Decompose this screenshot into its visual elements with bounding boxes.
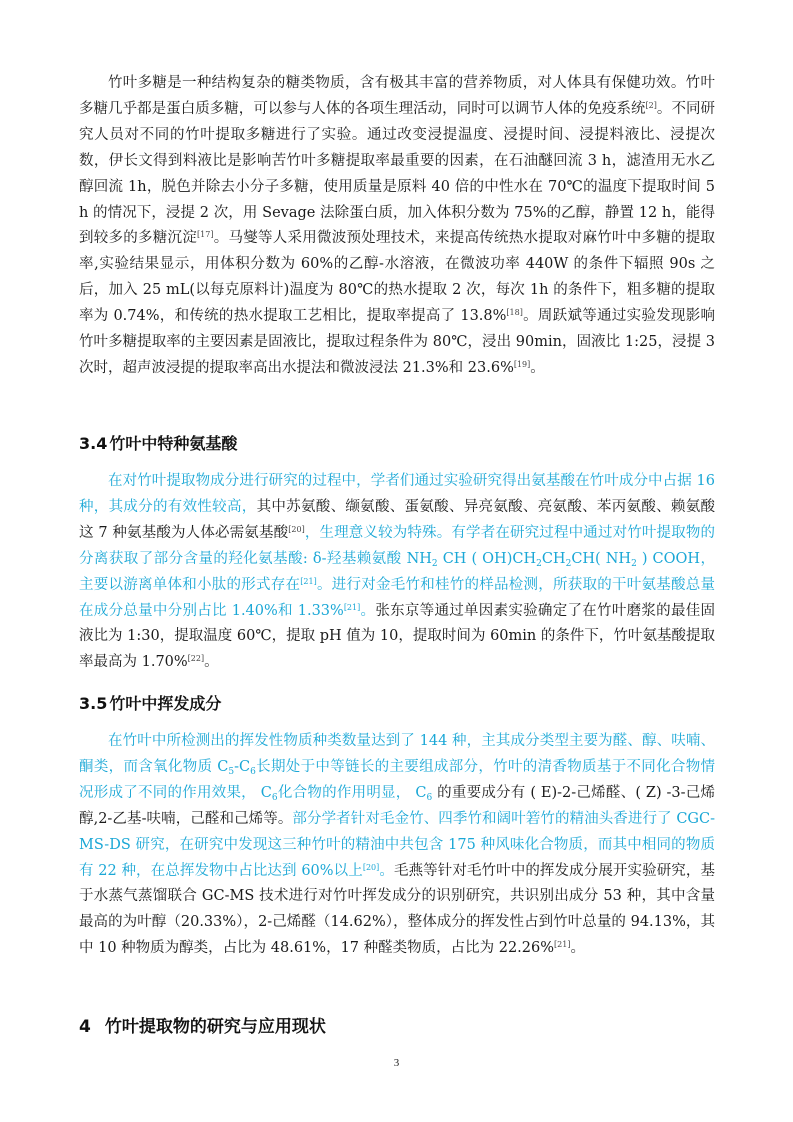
text-span: 。 (204, 654, 219, 671)
subscript: 6 (250, 766, 256, 777)
citation: [21] (343, 602, 361, 612)
text-span: ，生理意义较为特殊。有学者在研究过程中通过对竹叶提取物的分离获取了部分含量的羟化氨基酸: δ-羟基赖氨酸 NH (79, 524, 715, 567)
text-span: -C (234, 758, 251, 775)
citation: [19] (513, 359, 531, 369)
text-span: CH ( OH)CH (437, 550, 537, 567)
citation: [22] (187, 654, 205, 664)
text-span: 毛燕等针对毛竹叶中的挥发成分展开实验研究，基于水蒸气蒸馏联合 GC-MS 技术进行对竹叶挥发成分的识别研究，共识别出成分 53 种，其中含量最高的为叶醇（20.33%），2-己烯醛（14.62%），整体成分的挥发性占到竹叶总量的 94.13%，其中 10 种物质为醇类，占比为 48.61%，17 种醛类物质，占比为 22.26% (79, 862, 715, 957)
subscript: 2 (631, 558, 637, 569)
text-span: CH (541, 550, 566, 567)
paragraph-amino-acids (79, 469, 715, 676)
text-span: 。 (530, 359, 545, 376)
text-span: 竹叶多糖是一种结构复杂的糖类物质，含有极其丰富的营养物质，对人体具有保健功效。竹叶多糖几乎都是蛋白质多糖，可以参与人体的各项生理活动，同时可以调节人体的免疫系统 (79, 75, 715, 117)
text-span: 。 (360, 602, 376, 619)
subscript: 6 (271, 792, 278, 803)
citation: [17] (197, 230, 214, 240)
subscript: 6 (426, 792, 433, 803)
subscript: 2 (565, 558, 572, 569)
text-span: 其中苏氨酸、缬氨酸、蛋氨酸、异亮氨酸、亮氨酸、苯丙氨酸、赖氨酸这 7 种氨基酸为人体必需氨基酸 (79, 498, 716, 541)
text-span: 化合物的作用明显， C (277, 784, 427, 801)
section-number: 4 (79, 1017, 91, 1037)
text-span: 。周跃斌等通过实验发现影响竹叶多糖提取率的主要因素是固液比，提取过程条件为 80℃，浸出 90min，固液比 1:25，浸提 3 次时，超声波浸提的提取率高出水提法和微波浸法 21.3%和 23.6% (79, 308, 715, 376)
citation: [18] (506, 308, 523, 318)
section-title: 竹叶提取物的研究与应用现状 (104, 1017, 326, 1037)
highlighted-text: 在对竹叶提取物成分进行研究的过程中，学者们通过实验研究得出氨基酸在竹叶成分中占据 16 种，其成分的有效性较高， (79, 473, 715, 515)
section-title: 竹叶中特种氨基酸 (109, 434, 238, 453)
section-number: 3.5 (79, 694, 108, 713)
text-span: 。进行对金毛竹和桂竹的样品检测，所获取的干叶氨基酸总量在成分总量中分别占比 1.40%和 1.33% (79, 576, 716, 619)
text-span: 张东京等通过单因素实验确定了在竹叶磨浆的最佳固液比为 1:30，提取温度 60℃，提取 pH 值为 10，提取时间为 60min 的条件下，竹叶氨基酸提取率最高为 1.70% (79, 602, 716, 671)
text-span: 。 (379, 862, 394, 879)
text-span: 。不同研究人员对不同的竹叶提取多糖进行了实验。通过改变浸提温度、浸提时间、浸提料液比、浸提次数，伊长文得到料液比是影响苦竹叶多糖提取率最重要的因素，在石油醚回流 3 h，滤渣用无水乙醇回流 1h，脱色并除去小分子多糖，使用质量是原料 40 倍的中性水在 70℃的温度下提取时间 5 h 的情况下，浸提 2 次，用 Sevage 法除蛋白质，加入体积分数为 75%的乙醇，静置 12 h，能得到较多的多糖沉淀 (79, 100, 715, 247)
text-span: 在竹叶中所检测出的挥发性物质种类数量达到了 144 种，主其成分类型主要为醛、醇、呋喃、酮类，而含氧化物质 C (79, 733, 715, 775)
text-span: 部分学者针对毛金竹、四季竹和阔叶箬竹的精油头香进行了 CGC-MS-DS 研究，在研究中发现这三种竹叶的精油中共包含 175 种风味化合物质，而其中相同的物质有 22 种，在总挥发物中占比达到 60%以上 (79, 810, 716, 879)
citation: [20] (362, 862, 380, 872)
text-span: 的重要成分有 ( E)-2-己烯醛、( Z) -3-己烯醇,2-乙基-呋喃，己醛和己烯等。 (79, 784, 716, 827)
section-number: 3.4 (79, 434, 108, 453)
paragraph-volatile-components (79, 729, 715, 962)
text-span: 。 (570, 940, 585, 957)
section-heading-3-5 (79, 692, 221, 716)
section-heading-4 (79, 1015, 326, 1039)
text-span: 。马燮等人采用微波预处理技术，来提高传统热水提取对麻竹叶中多糖的提取率,实验结果显示，用体积分数为 60%的乙醇-水溶液，在微波功率 440W 的条件下辐照 90s 之后，加入 25 mL(以每克原料计)温度为 80℃的热水提取 2 次，每次 1h 的条件下，粗多糖的提取率为 0.74%，和传统的热水提取工艺相比，提取率提高了 13.8% (79, 230, 715, 325)
citation: [21] (300, 576, 317, 586)
text-span: ) COOH，主要以游离单体和小肽的形式存在 (79, 550, 716, 593)
page-number: 3 (393, 1057, 400, 1069)
section-title: 竹叶中挥发成分 (109, 694, 222, 713)
subscript: 5 (228, 766, 235, 777)
citation: [2] (645, 100, 657, 110)
citation: [20] (288, 524, 305, 534)
section-heading-3-4 (79, 432, 237, 456)
subscript: 2 (431, 558, 438, 569)
text-span: CH( NH (571, 550, 632, 567)
subscript: 2 (536, 558, 542, 569)
text-span: 长期处于中等链长的主要组成部分，竹叶的清香物质基于不同化合物情况形成了不同的作用效果， C (79, 758, 716, 801)
citation: [21] (554, 940, 571, 950)
paragraph-polysaccharide (79, 71, 715, 382)
